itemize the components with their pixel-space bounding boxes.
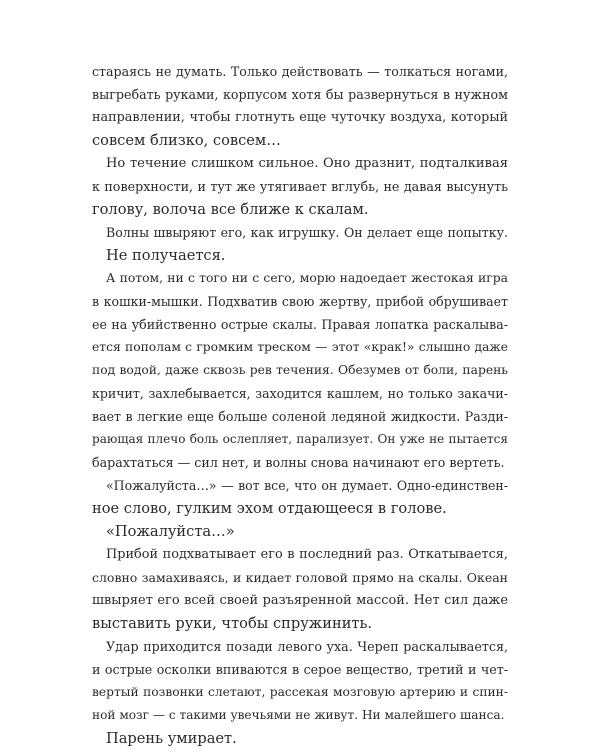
text-line: Парень умирает. xyxy=(106,730,237,747)
text-line: Но течение слишком сильное. Оно дразнит, подталкивая xyxy=(106,156,508,171)
text-line: в кошки-мышки. Подхватив свою жертву, прибой обрушивает xyxy=(92,294,508,309)
text-line: выставить руки, чтобы спружинить. xyxy=(92,615,373,632)
text-line: под водой, даже сквозь рев течения. Обезумев от боли, парень xyxy=(92,363,508,377)
text-line: Не получается. xyxy=(106,247,226,264)
page-text xyxy=(92,60,508,750)
text-line: ное слово, гулким эхом отдающееся в голове. xyxy=(92,500,447,517)
text-line: словно замахиваясь, и кидает головой прямо на скалы. Океан xyxy=(92,570,508,585)
text-line: рающая плечо боль ослепляет, парализует. Он уже не пытается xyxy=(92,432,508,446)
text-line: ной мозг — с такими увечьями не живут. Ни малейшего шанса. xyxy=(92,708,505,722)
text-line: Волны швыряют его, как игрушку. Он делает еще попытку. xyxy=(106,225,508,240)
text-line: вает в легкие еще больше соленой ледяной жидкости. Разди- xyxy=(92,409,508,424)
text-line: выгребать руками, корпусом хотя бы развернуться в нужном xyxy=(92,87,508,102)
text-line: ется пополам с громким треском — этот «крак!» слышно даже xyxy=(92,340,508,354)
text-line: Удар приходится позади левого уха. Череп раскалывается, xyxy=(106,639,508,654)
text-line: совсем близко, совсем… xyxy=(92,132,281,149)
text-line: Прибой подхватывает его в последний раз. Откатывается, xyxy=(106,547,508,562)
text-line: направлении, чтобы глотнуть еще чуточку воздуха, который xyxy=(92,110,508,125)
text-line: ее на убийственно острые скалы. Правая лопатка раскалыва- xyxy=(92,317,508,332)
text-line: к поверхности, и тут же утягивает вглубь, не давая высунуть xyxy=(92,179,508,194)
text-line: швыряет его всей своей разъяренной массой. Нет сил даже xyxy=(92,593,508,608)
text-line: стараясь не думать. Только действовать — толкаться ногами, xyxy=(92,64,508,79)
text-line: голову, волоча все ближе к скалам. xyxy=(92,201,369,218)
text-line: «Пожалуйста…» xyxy=(106,523,235,540)
text-line: вертый позвонки слетают, рассекая мозговую артерию и спин- xyxy=(92,685,508,699)
text-line: кричит, захлебывается, заходится кашлем, но только закачи- xyxy=(92,386,508,401)
text-line: А потом, ни с того ни с сего, морю надоедает жестокая игра xyxy=(106,271,508,285)
text-line: и острые осколки впиваются в серое вещество, третий и чет- xyxy=(92,662,508,677)
text-line: «Пожалуйста…» — вот все, что он думает. Одно-единствен- xyxy=(106,478,508,493)
text-line: барахтаться — сил нет, и волны снова начинают его вертеть. xyxy=(92,455,505,470)
